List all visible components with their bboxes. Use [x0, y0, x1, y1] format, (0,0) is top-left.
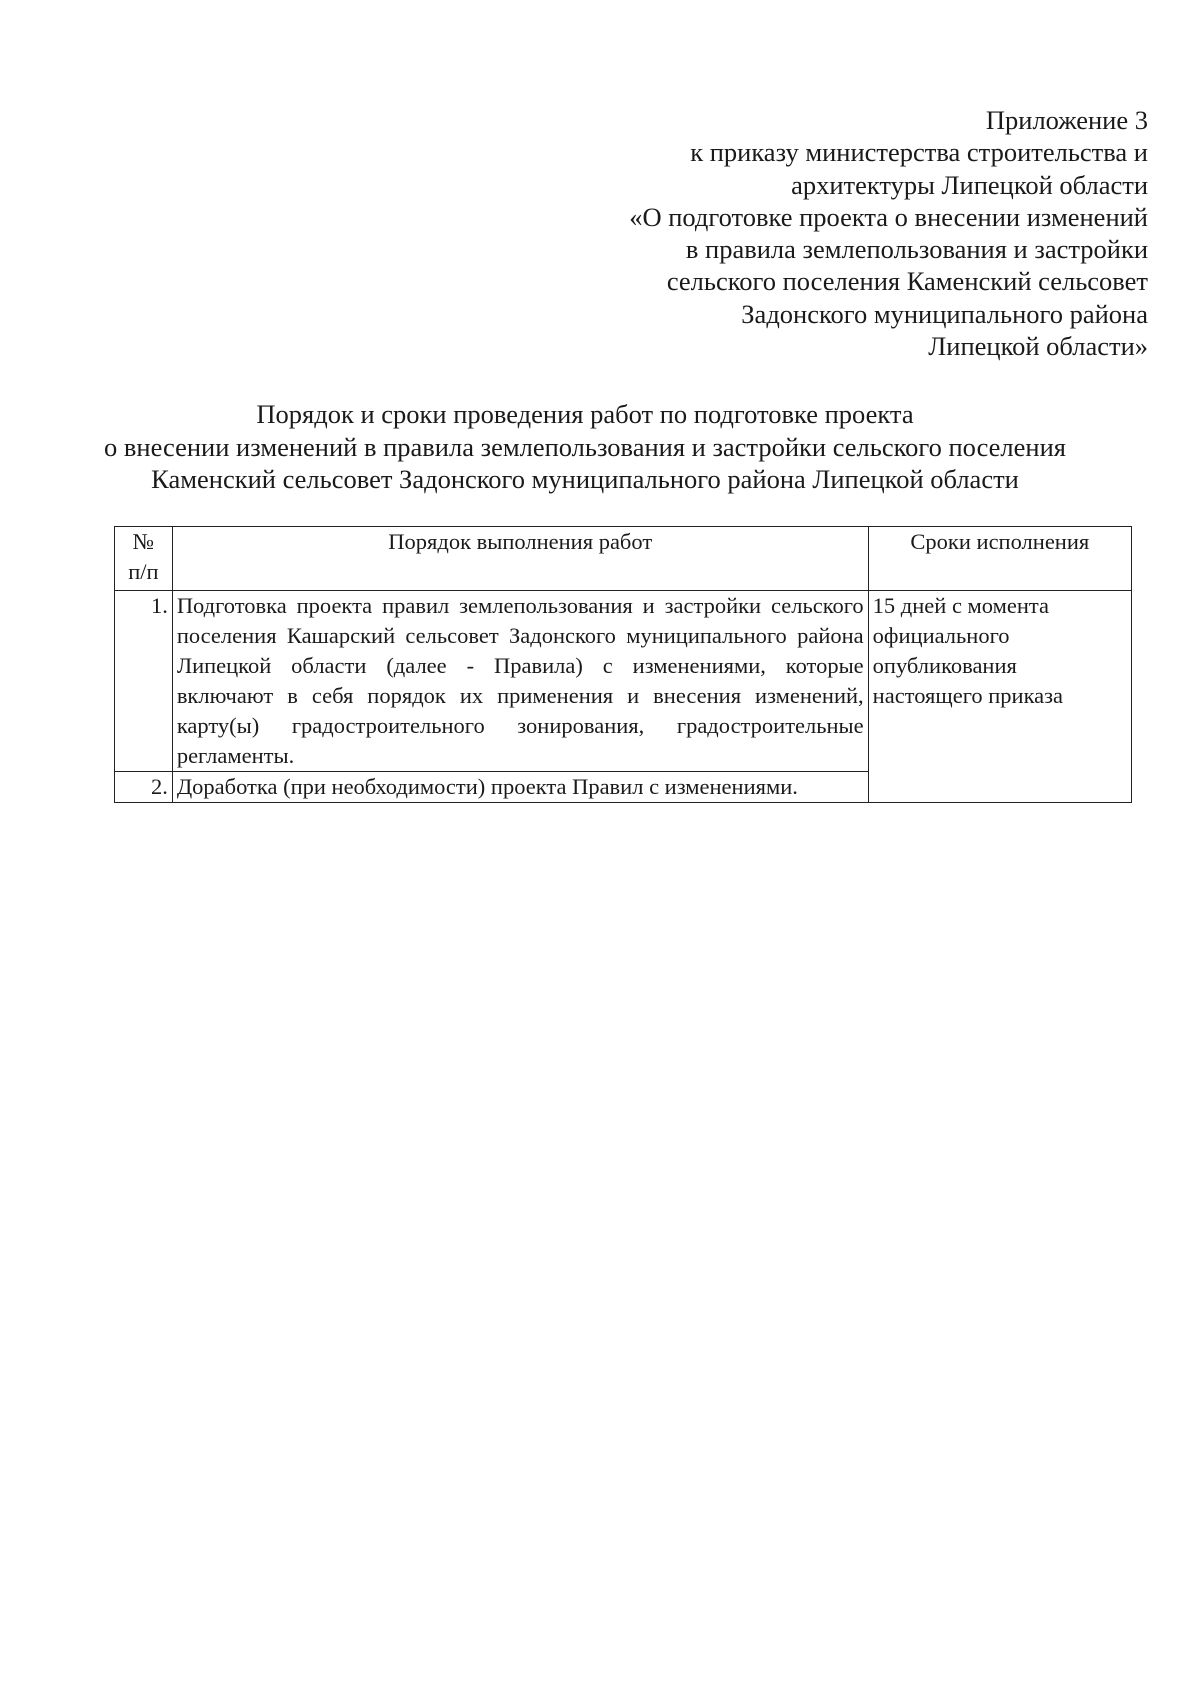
table-row — [115, 591, 1132, 772]
deadline-cell — [868, 591, 1131, 803]
appendix-line: архитектуры Липецкой области — [791, 169, 1148, 200]
header-work-order: Порядок выполнения работ — [172, 527, 868, 591]
appendix-block — [508, 104, 1148, 362]
appendix-line: Приложение 3 — [985, 105, 1148, 135]
appendix-line: «О подготовке проекта о внесении изменений — [629, 201, 1148, 232]
works-table — [114, 526, 1132, 803]
header-deadline: Сроки исполнения — [868, 527, 1131, 591]
title-line: о внесении изменений в правила землепользования и застройки сельского поселения — [104, 431, 1066, 462]
title-line: Порядок и сроки проведения работ по подготовке проекта — [256, 399, 914, 429]
row-number: 2. — [115, 772, 173, 803]
deadline-line: 15 дней с момента — [872, 593, 1049, 618]
deadline-line: настоящего приказа — [872, 683, 1064, 708]
header-number-symbol: № — [132, 529, 155, 554]
appendix-line: Липецкой области» — [928, 331, 1148, 362]
row-work-text: Подготовка проекта правил землепользования и застройки сельского поселения Кашарский сельсовет Задонского муниципального района Липецкой области (далее - Правила) с изменениями, которые включают в себя порядок их применения и внесения изменений, карту(ы) градостроительного зонирования, градостроительные регламенты. — [172, 591, 868, 772]
header-number-abbrev: п/п — [128, 559, 159, 584]
appendix-line: Задонского муниципального района — [741, 298, 1148, 329]
row-work-text: Доработка (при необходимости) проекта Правил с изменениями. — [172, 772, 868, 803]
header-number — [115, 527, 173, 591]
row-number: 1. — [115, 591, 173, 772]
document-title — [40, 398, 1130, 496]
title-line: Каменский сельсовет Задонского муниципального района Липецкой области — [151, 464, 1019, 494]
table-header-row — [115, 527, 1132, 591]
deadline-line: опубликования — [872, 653, 1017, 678]
appendix-line: к приказу министерства строительства и — [690, 137, 1148, 168]
deadline-line: официального — [872, 623, 1010, 648]
appendix-line: сельского поселения Каменский сельсовет — [666, 266, 1148, 297]
appendix-line: в правила землепользования и застройки — [685, 234, 1148, 265]
